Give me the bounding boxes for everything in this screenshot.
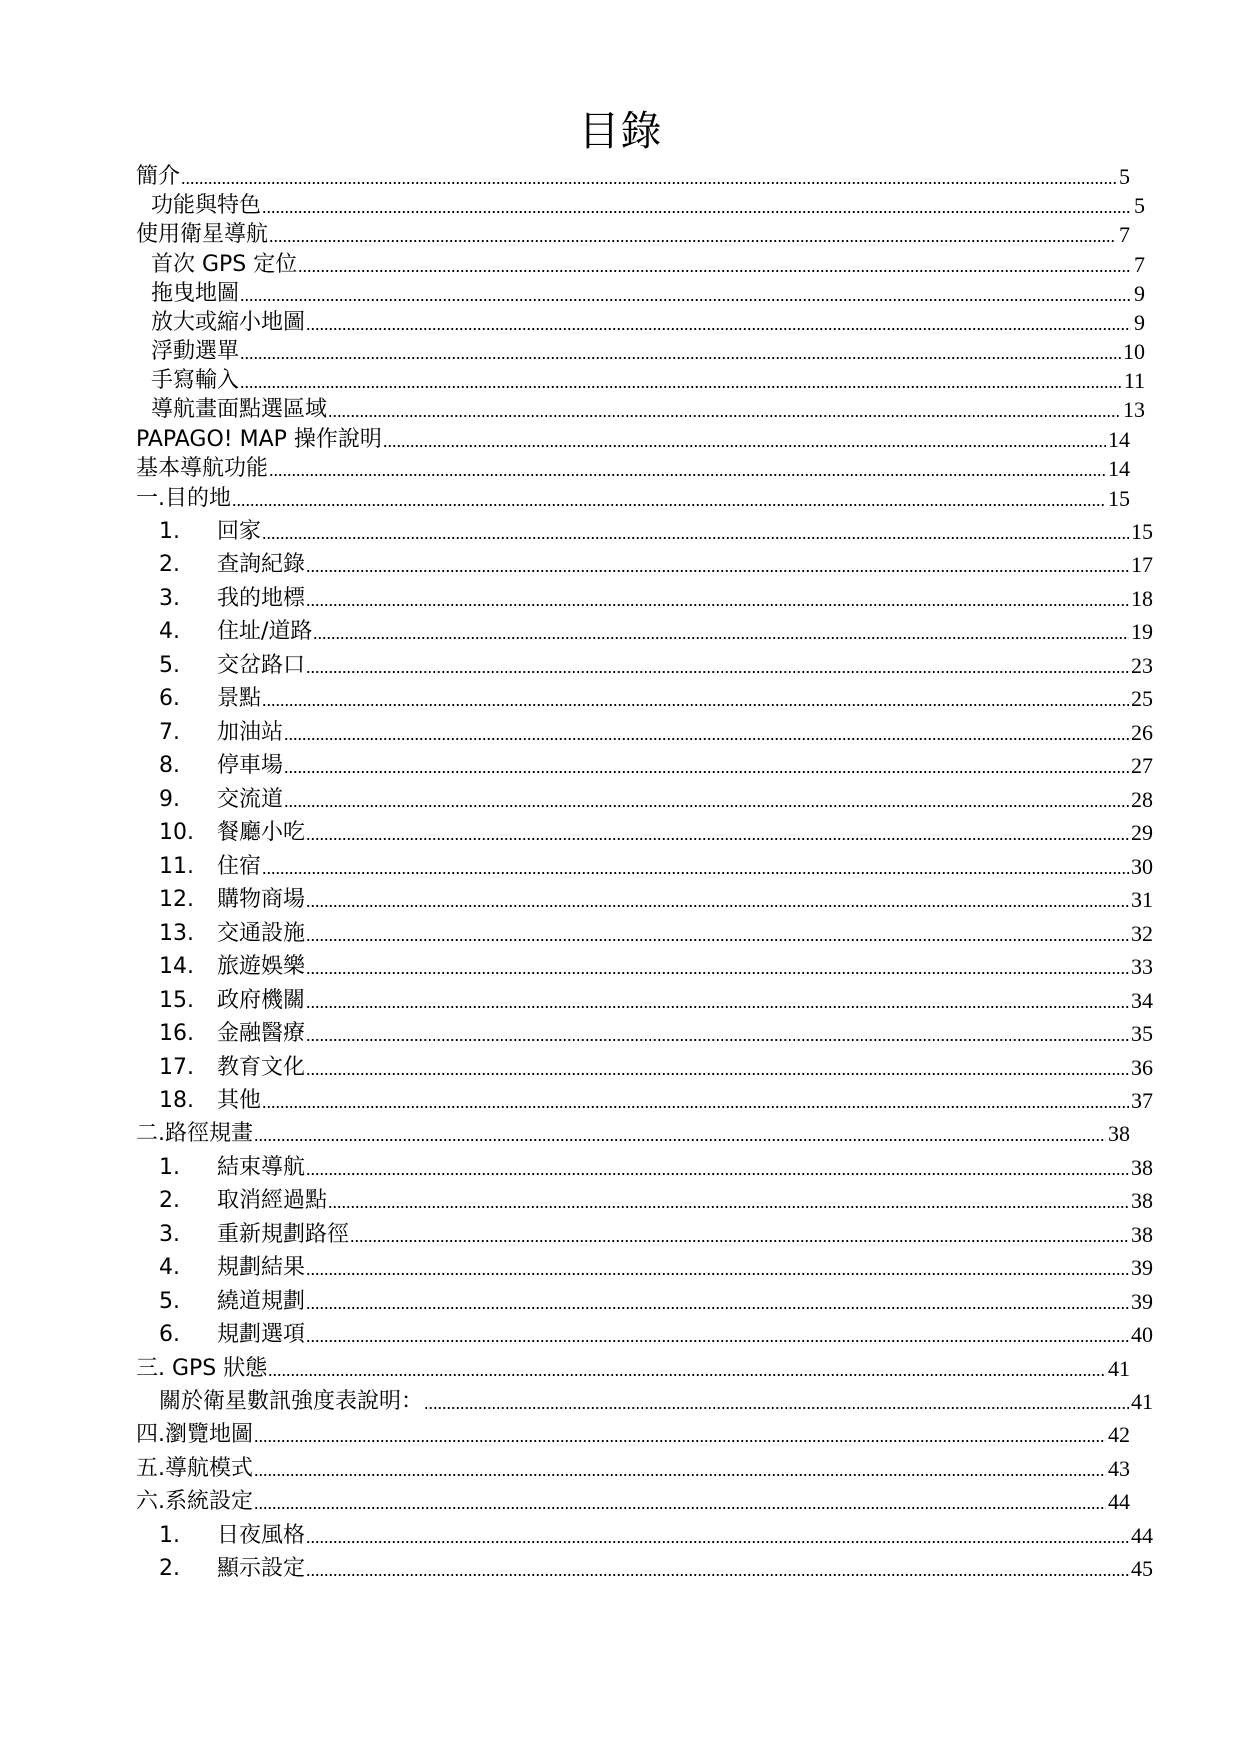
toc-entry-label: 五.導航模式 bbox=[136, 1456, 253, 1481]
toc-entry-label: 功能與特色 bbox=[151, 193, 262, 218]
toc-entry-page: 39 bbox=[1131, 1255, 1153, 1280]
toc-entry[interactable] bbox=[136, 515, 1153, 548]
toc-entry-label: 金融醫療 bbox=[217, 1021, 306, 1046]
dot-leader bbox=[306, 932, 1129, 942]
dot-leader bbox=[306, 831, 1129, 841]
toc-entry[interactable] bbox=[136, 682, 1153, 715]
toc-entry-page: 38 bbox=[1131, 1222, 1153, 1247]
toc-entry-number: 14. bbox=[159, 954, 194, 979]
toc-entry-label: 基本導航功能 bbox=[136, 456, 269, 481]
dot-leader bbox=[306, 1567, 1129, 1577]
dot-leader bbox=[306, 321, 1131, 331]
toc-entry[interactable] bbox=[136, 649, 1153, 682]
toc-entry-page: 44 bbox=[1108, 1489, 1130, 1514]
toc-entry-page: 10 bbox=[1123, 339, 1145, 364]
toc-entry-label: 其他 bbox=[217, 1088, 262, 1113]
dot-leader bbox=[240, 292, 1131, 302]
toc-entry-label: 使用衛星導航 bbox=[136, 222, 269, 247]
toc-entry-label: 簡介 bbox=[136, 164, 181, 189]
toc-entry-label: PAPAGO! MAP 操作說明 bbox=[136, 427, 382, 452]
toc-entry-page: 43 bbox=[1108, 1456, 1130, 1481]
toc-entry-number: 9. bbox=[159, 787, 180, 812]
toc-entry-label: 結束導航 bbox=[217, 1155, 306, 1180]
toc-entry-page: 27 bbox=[1131, 753, 1153, 778]
toc-entry-label: 停車場 bbox=[217, 753, 284, 778]
toc-entry-number: 5. bbox=[159, 1289, 180, 1314]
toc-entry-label: 教育文化 bbox=[217, 1055, 306, 1080]
dot-leader bbox=[306, 1266, 1129, 1276]
toc-entry-label: 住宿 bbox=[217, 854, 262, 879]
toc-entry-page: 7 bbox=[1119, 222, 1130, 247]
toc-entry-label: 景點 bbox=[217, 686, 262, 711]
dot-leader bbox=[262, 697, 1129, 707]
toc-entry-page: 9 bbox=[1134, 310, 1145, 335]
dot-leader bbox=[306, 1333, 1129, 1343]
toc-entry[interactable] bbox=[136, 883, 1153, 916]
toc-entry-number: 8. bbox=[159, 753, 180, 778]
toc-entry-page: 23 bbox=[1131, 653, 1153, 678]
toc-entry-label: 拖曳地圖 bbox=[151, 281, 240, 306]
toc-entry-page: 39 bbox=[1131, 1289, 1153, 1314]
toc-entry-label: 三. GPS 狀態 bbox=[136, 1356, 268, 1381]
toc-entry-label: 規劃選項 bbox=[217, 1322, 306, 1347]
dot-leader bbox=[306, 1166, 1129, 1176]
toc-entry-label: 交岔路口 bbox=[217, 653, 306, 678]
toc-entry-label: 手寫輸入 bbox=[151, 368, 240, 393]
toc-entry-page: 42 bbox=[1108, 1422, 1130, 1447]
toc-entry-page: 18 bbox=[1131, 586, 1153, 611]
toc-entry[interactable] bbox=[136, 1117, 1130, 1150]
toc-entry-page: 35 bbox=[1131, 1021, 1153, 1046]
toc-entry-label: 餐廳小吃 bbox=[217, 820, 306, 845]
toc-entry-page: 44 bbox=[1131, 1523, 1153, 1548]
toc-entry[interactable] bbox=[136, 1184, 1153, 1217]
toc-entry-number: 2. bbox=[159, 1188, 180, 1213]
toc-entry-label: 繞道規劃 bbox=[217, 1289, 306, 1314]
dot-leader bbox=[262, 865, 1129, 875]
toc-entry-page: 41 bbox=[1131, 1389, 1153, 1414]
dot-leader bbox=[262, 204, 1131, 214]
dot-leader bbox=[306, 664, 1129, 674]
toc-entry-page: 28 bbox=[1131, 787, 1153, 812]
toc-entry[interactable] bbox=[136, 1519, 1153, 1552]
toc-entry[interactable] bbox=[136, 950, 1153, 983]
toc-entry[interactable] bbox=[136, 452, 1130, 485]
toc-entry-page: 31 bbox=[1131, 887, 1153, 912]
toc-entry[interactable] bbox=[136, 482, 1130, 515]
dot-leader bbox=[254, 1467, 1106, 1477]
toc-entry-page: 37 bbox=[1131, 1088, 1153, 1113]
toc-entry-label: 交通設施 bbox=[217, 921, 306, 946]
toc-entry-number: 17. bbox=[159, 1055, 194, 1080]
toc-entry[interactable] bbox=[136, 1352, 1130, 1385]
toc-entry-page: 9 bbox=[1134, 281, 1145, 306]
dot-leader bbox=[306, 563, 1129, 573]
toc-entry[interactable] bbox=[136, 1051, 1153, 1084]
toc-entry-page: 40 bbox=[1131, 1322, 1153, 1347]
toc-entry-label: 二.路徑規畫 bbox=[136, 1121, 253, 1146]
toc-entry-number: 1. bbox=[159, 1523, 180, 1548]
toc-entry-page: 41 bbox=[1108, 1356, 1130, 1381]
dot-leader bbox=[284, 764, 1129, 774]
toc-entry-label: 放大或縮小地圖 bbox=[151, 310, 306, 335]
toc-entry-number: 11. bbox=[159, 854, 194, 879]
toc-entry-label: 取消經過點 bbox=[217, 1188, 328, 1213]
dot-leader bbox=[306, 1032, 1129, 1042]
toc-entry-label: 查詢紀錄 bbox=[217, 552, 306, 577]
toc-entry-page: 32 bbox=[1131, 921, 1153, 946]
toc-entry-page: 13 bbox=[1123, 397, 1145, 422]
dot-leader bbox=[240, 350, 1121, 360]
toc-entry[interactable] bbox=[136, 548, 1153, 581]
toc-entry[interactable] bbox=[136, 615, 1153, 648]
toc-entry-number: 3. bbox=[159, 586, 180, 611]
dot-leader bbox=[254, 1500, 1106, 1510]
dot-leader bbox=[306, 999, 1129, 1009]
dot-leader bbox=[284, 731, 1129, 741]
dot-leader bbox=[306, 1300, 1129, 1310]
dot-leader bbox=[269, 467, 1106, 477]
toc-entry-number: 7. bbox=[159, 720, 180, 745]
toc-entry-page: 15 bbox=[1131, 519, 1153, 544]
toc-entry-number: 4. bbox=[159, 619, 180, 644]
toc-entry-number: 12. bbox=[159, 887, 194, 912]
toc-entry-label: 四.瀏覽地圖 bbox=[136, 1422, 253, 1447]
toc-entry[interactable] bbox=[136, 749, 1153, 782]
toc-entry[interactable] bbox=[136, 1418, 1130, 1451]
toc-entry[interactable] bbox=[136, 716, 1153, 749]
toc-entry-number: 1. bbox=[159, 1155, 180, 1180]
toc-entry-page: 11 bbox=[1123, 368, 1145, 393]
toc-entry-number: 13. bbox=[159, 921, 194, 946]
toc-entry-page: 33 bbox=[1131, 954, 1153, 979]
toc-entry[interactable] bbox=[136, 1318, 1153, 1351]
toc-entry-page: 38 bbox=[1108, 1121, 1130, 1146]
toc-entry[interactable] bbox=[136, 1151, 1153, 1184]
toc-entry-page: 29 bbox=[1131, 820, 1153, 845]
toc-entry-label: 重新規劃路徑 bbox=[217, 1222, 350, 1247]
toc-entry-page: 7 bbox=[1134, 252, 1145, 277]
toc-entry-label: 規劃結果 bbox=[217, 1255, 306, 1280]
toc-entry[interactable] bbox=[136, 1552, 1153, 1585]
toc-entry-page: 14 bbox=[1108, 456, 1130, 481]
toc-entry[interactable] bbox=[136, 393, 1145, 426]
dot-leader bbox=[254, 1433, 1106, 1443]
toc-entry-page: 19 bbox=[1131, 619, 1153, 644]
dot-leader bbox=[313, 630, 1129, 640]
toc-entry-number: 15. bbox=[159, 988, 194, 1013]
dot-leader bbox=[350, 1233, 1129, 1243]
toc-entry-label: 關於衛星數訊強度表說明： bbox=[159, 1389, 424, 1414]
toc-entry[interactable] bbox=[136, 582, 1153, 615]
toc-entry-number: 6. bbox=[159, 1322, 180, 1347]
dot-leader bbox=[262, 530, 1129, 540]
toc-entry-number: 5. bbox=[159, 653, 180, 678]
dot-leader bbox=[232, 497, 1106, 507]
toc-entry-number: 3. bbox=[159, 1222, 180, 1247]
dot-leader bbox=[181, 175, 1116, 185]
dot-leader bbox=[306, 1534, 1129, 1544]
toc-entry[interactable] bbox=[136, 850, 1153, 883]
toc-entry-label: 住址/道路 bbox=[217, 619, 313, 644]
toc-entry-label: 日夜風格 bbox=[217, 1523, 306, 1548]
dot-leader bbox=[306, 1066, 1129, 1076]
toc-entry[interactable] bbox=[136, 1017, 1153, 1050]
toc-entry-label: 顯示設定 bbox=[217, 1556, 306, 1581]
toc-entry-page: 14 bbox=[1108, 427, 1130, 452]
toc-entry[interactable] bbox=[136, 816, 1153, 849]
toc-entry-number: 4. bbox=[159, 1255, 180, 1280]
toc-entry-label: 一.目的地 bbox=[136, 486, 231, 511]
toc-entry-number: 6. bbox=[159, 686, 180, 711]
toc-entry-page: 38 bbox=[1131, 1155, 1153, 1180]
toc-entry-number: 10. bbox=[159, 820, 194, 845]
toc-entry-page: 5 bbox=[1119, 164, 1130, 189]
toc-entry[interactable] bbox=[136, 1385, 1153, 1418]
toc-entry-number: 18. bbox=[159, 1088, 194, 1113]
toc-entry-page: 38 bbox=[1131, 1188, 1153, 1213]
toc-entry[interactable] bbox=[136, 1251, 1153, 1284]
toc-entry-number: 1. bbox=[159, 519, 180, 544]
dot-leader bbox=[383, 438, 1106, 448]
toc-entry-label: 導航畫面點選區域 bbox=[151, 397, 328, 422]
toc-entry-number: 2. bbox=[159, 1556, 180, 1581]
toc-entry-page: 15 bbox=[1108, 486, 1130, 511]
toc-entry-page: 25 bbox=[1131, 686, 1153, 711]
toc-entry-page: 34 bbox=[1131, 988, 1153, 1013]
toc-entry-label: 回家 bbox=[217, 519, 262, 544]
dot-leader bbox=[328, 408, 1121, 418]
toc-entry[interactable] bbox=[136, 783, 1153, 816]
toc-entry-page: 30 bbox=[1131, 854, 1153, 879]
dot-leader bbox=[424, 1400, 1129, 1410]
toc-entry[interactable] bbox=[136, 1084, 1153, 1117]
toc-entry[interactable] bbox=[136, 984, 1153, 1017]
dot-leader bbox=[254, 1132, 1106, 1142]
toc-entry-label: 購物商場 bbox=[217, 887, 306, 912]
toc-entry-label: 政府機關 bbox=[217, 988, 306, 1013]
toc-entry-label: 旅遊娛樂 bbox=[217, 954, 306, 979]
toc-entry-number: 16. bbox=[159, 1021, 194, 1046]
toc-entry[interactable] bbox=[136, 218, 1130, 251]
toc-entry-number: 2. bbox=[159, 552, 180, 577]
dot-leader bbox=[262, 1099, 1129, 1109]
dot-leader bbox=[240, 379, 1122, 389]
toc-entry-label: 首次 GPS 定位 bbox=[151, 252, 298, 277]
toc-entry-label: 加油站 bbox=[217, 720, 284, 745]
toc-entry-label: 我的地標 bbox=[217, 586, 306, 611]
toc-entry-page: 36 bbox=[1131, 1055, 1153, 1080]
toc-entry-page: 45 bbox=[1131, 1556, 1153, 1581]
toc-entry-page: 26 bbox=[1131, 720, 1153, 745]
page-title: 目錄 bbox=[578, 107, 663, 155]
toc-entry-label: 交流道 bbox=[217, 787, 284, 812]
dot-leader bbox=[284, 798, 1129, 808]
dot-leader bbox=[306, 898, 1129, 908]
toc-entry[interactable] bbox=[136, 917, 1153, 950]
toc-entry[interactable] bbox=[136, 1452, 1130, 1485]
toc-entry-label: 浮動選單 bbox=[151, 339, 240, 364]
toc-entry[interactable] bbox=[136, 1285, 1153, 1318]
dot-leader bbox=[328, 1199, 1129, 1209]
toc-entry-page: 5 bbox=[1134, 193, 1145, 218]
dot-leader bbox=[268, 1367, 1106, 1377]
toc-entry[interactable] bbox=[136, 1218, 1153, 1251]
toc-entry-label: 六.系統設定 bbox=[136, 1489, 253, 1514]
dot-leader bbox=[306, 965, 1129, 975]
dot-leader bbox=[298, 263, 1131, 273]
dot-leader bbox=[306, 597, 1129, 607]
toc-entry[interactable] bbox=[136, 1485, 1130, 1518]
dot-leader bbox=[269, 233, 1116, 243]
toc-entry-page: 17 bbox=[1131, 552, 1153, 577]
